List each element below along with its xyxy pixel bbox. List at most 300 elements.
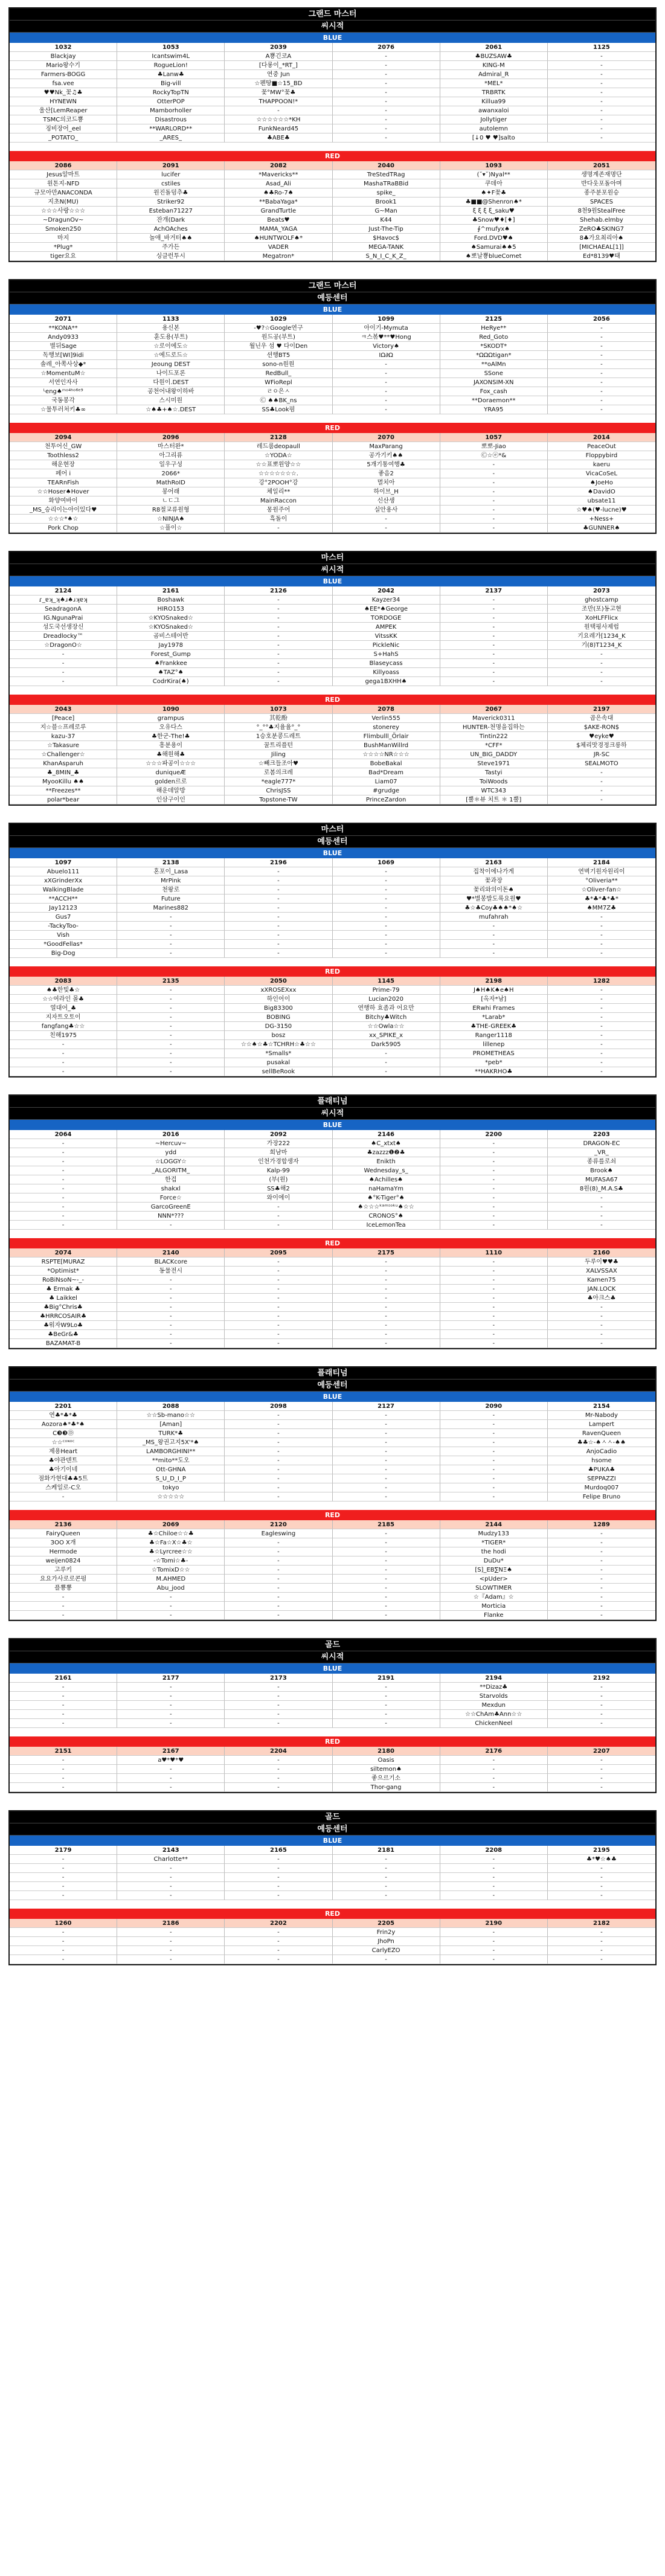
player-cell: - — [548, 1040, 655, 1049]
team-spacer — [10, 958, 655, 966]
player-cell: ☆☆☆☆☆☆☆. — [225, 469, 332, 478]
column-id: 2069 — [117, 1520, 225, 1529]
player-cell: Mario왕수기 — [10, 61, 117, 70]
player-cell: - — [548, 333, 655, 342]
player-cell: - — [225, 1221, 332, 1230]
player-cell: Disastrous — [117, 115, 225, 124]
player-cell: Red_Goto — [440, 333, 548, 342]
player-cell: AMPEK — [333, 623, 440, 632]
player-cell: - — [548, 396, 655, 405]
player-cell: - — [548, 1212, 655, 1221]
player-cell: PeaceOut — [548, 442, 655, 451]
player-cell: ♣ Ermak ♣ — [10, 1285, 117, 1294]
player-cell: _MS_승리이는아이있다♥ — [10, 506, 117, 515]
player-cell: **Dizaz♣ — [440, 1683, 548, 1692]
column-id: 1073 — [225, 705, 332, 714]
player-cell: ghostcamp — [548, 596, 655, 605]
player-cell: hsome — [548, 1456, 655, 1465]
player-cell: 친해1975 — [10, 1031, 117, 1040]
player-cell: - — [10, 659, 117, 668]
red-team-header: RED — [10, 151, 655, 161]
player-cell: ЗОО Х개 — [10, 1538, 117, 1547]
player-cell: Morticia — [440, 1602, 548, 1611]
player-cell: **WARLORD** — [117, 124, 225, 133]
player-cell: ♠♣한빛♣☆ — [10, 986, 117, 995]
column-id: 2176 — [440, 1747, 548, 1756]
player-cell: ☆물투러처키♣∞ — [10, 405, 117, 414]
team-spacer — [10, 414, 655, 423]
player-cell: 아이기-Mymuta — [333, 324, 440, 333]
player-cell: 인천가경합생자 — [225, 1157, 332, 1166]
player-cell: Maverick0311 — [440, 714, 548, 723]
player-cell: 8♣가요최리아♠ — [548, 234, 655, 243]
player-cell: - — [333, 1285, 440, 1294]
player-cell: 해운현장 — [10, 460, 117, 469]
player-cell: - — [10, 668, 117, 677]
player-cell: Kamen75 — [548, 1276, 655, 1285]
player-cell: Boshawk — [117, 596, 225, 605]
player-cell: ♣Lanw♣ — [117, 70, 225, 79]
player-cell: ☆펜땅■☆15_BD — [225, 79, 332, 88]
player-cell: Icantswim4L — [117, 52, 225, 61]
player-cell: - — [548, 1031, 655, 1040]
red-team-header: RED — [10, 423, 655, 433]
player-cell: - — [333, 97, 440, 106]
player-cell: - — [548, 61, 655, 70]
player-cell: - — [440, 1492, 548, 1502]
player-cell: - — [440, 1864, 548, 1873]
red-team-grid — [10, 1747, 655, 1792]
column-id: 1057 — [440, 433, 548, 442]
player-cell: awanxaloi — [440, 106, 548, 115]
player-cell: 반다웃포돌아며 — [548, 179, 655, 188]
player-cell: - — [548, 1004, 655, 1013]
player-cell: Beats♥ — [225, 216, 332, 225]
player-cell: - — [333, 895, 440, 904]
player-cell: - — [333, 1955, 440, 1964]
player-cell: - — [333, 88, 440, 97]
player-cell: pusakal — [225, 1058, 332, 1067]
player-cell: _ARES_ — [117, 133, 225, 143]
player-cell: MAMA_YAGA — [225, 225, 332, 234]
player-cell: ♣☆♣Coy♣♠♠*♠☆ — [440, 904, 548, 913]
player-cell: - — [548, 115, 655, 124]
player-cell: HeRye** — [440, 324, 548, 333]
player-cell: *ΩΩΩtigan* — [440, 351, 548, 360]
player-cell: - — [548, 1303, 655, 1312]
player-cell: - — [225, 1474, 332, 1483]
player-cell: XoHLFFlicx — [548, 614, 655, 623]
player-cell: MEGA-TANK — [333, 243, 440, 252]
player-cell: 월닌우 섬 ♥ 다이Den — [225, 342, 332, 351]
player-cell: Victory♠ — [333, 342, 440, 351]
column-id: 2078 — [333, 705, 440, 714]
player-cell: - — [440, 1465, 548, 1474]
column-id: 2181 — [333, 1846, 440, 1855]
player-cell: - — [548, 1937, 655, 1946]
player-cell: - — [440, 1267, 548, 1276]
player-cell: RockyTopTN — [117, 88, 225, 97]
player-cell: - — [10, 1203, 117, 1212]
player-cell: 마스터완* — [117, 442, 225, 451]
player-cell: LAMBORGHINI** — [117, 1447, 225, 1456]
player-cell: Pork Chop — [10, 524, 117, 533]
player-cell: - — [440, 1321, 548, 1330]
column-id: 2197 — [548, 705, 655, 714]
player-cell: - — [333, 904, 440, 913]
column-id: 2071 — [10, 315, 117, 324]
player-cell: - — [225, 1556, 332, 1566]
player-cell: - — [10, 1221, 117, 1230]
player-cell: ㄹㅇ은ㅅ — [225, 387, 332, 396]
player-cell: Ⓒ☆ⓔ*& — [440, 451, 548, 460]
player-cell: 좋으르기소 — [333, 1774, 440, 1783]
player-cell: - — [333, 940, 440, 949]
player-cell: - — [548, 124, 655, 133]
player-cell: Smoken250 — [10, 225, 117, 234]
player-cell: - — [440, 487, 548, 496]
player-cell: - — [10, 1611, 117, 1620]
player-cell: Brook♠ — [548, 1166, 655, 1175]
blue-team-header: BLUE — [10, 33, 655, 43]
player-cell: ɾ_ɐʞ_ʞ♠ɹ♠ɹʞɐʞ — [10, 596, 117, 605]
player-cell: - — [225, 1538, 332, 1547]
player-cell: - — [548, 1584, 655, 1593]
player-cell: ♥♥Nk_꽃♫♣ — [10, 88, 117, 97]
player-cell: Farmers-BOGG — [10, 70, 117, 79]
player-cell: - — [225, 867, 332, 876]
player-cell: 생명계존재명단 — [548, 170, 655, 179]
player-cell: 쿠데아 — [440, 179, 548, 188]
player-cell: ξ ξ ξ ξ_saku♥ — [440, 207, 548, 216]
player-cell: 훈도용(부트) — [117, 333, 225, 342]
column-id: 2137 — [440, 586, 548, 596]
player-cell: SSone — [440, 369, 548, 378]
blue-team-grid — [10, 1402, 655, 1502]
player-cell: VitssKK — [333, 632, 440, 641]
player-cell: 강°2POOH°강 — [225, 478, 332, 487]
player-cell: - — [333, 1339, 440, 1348]
player-cell: - — [225, 1330, 332, 1339]
column-id: 2126 — [225, 586, 332, 596]
player-cell: Mr-Nabody — [548, 1411, 655, 1420]
column-id: 2070 — [333, 433, 440, 442]
player-cell: - — [440, 614, 548, 623]
player-cell: - — [225, 1710, 332, 1719]
player-cell: - — [333, 1566, 440, 1575]
player-cell: - — [548, 949, 655, 958]
player-cell: - — [333, 1701, 440, 1710]
player-cell: - — [225, 1946, 332, 1955]
player-cell: - — [333, 1575, 440, 1584]
player-cell: -☆Tomi☆♣- — [117, 1556, 225, 1566]
column-id: 2205 — [333, 1919, 440, 1928]
player-cell: kaeru — [548, 460, 655, 469]
column-id: 2043 — [10, 705, 117, 714]
player-cell: - — [225, 614, 332, 623]
player-cell: - — [333, 1584, 440, 1593]
player-cell: ubsate11 — [548, 496, 655, 506]
player-cell: *Mavericks** — [225, 170, 332, 179]
player-cell: - — [225, 677, 332, 686]
player-cell: Eagleswing — [225, 1529, 332, 1538]
player-cell: - — [548, 995, 655, 1004]
player-cell: - — [548, 1575, 655, 1584]
player-cell: - — [333, 1719, 440, 1728]
player-cell: - — [440, 1139, 548, 1148]
player-cell: M.AHMED — [117, 1575, 225, 1584]
player-cell: - — [548, 1683, 655, 1692]
column-id: 1145 — [333, 977, 440, 986]
player-cell: - — [548, 1719, 655, 1728]
player-cell: - — [117, 1593, 225, 1602]
player-cell: 요요가사로로콘펌 — [10, 1575, 117, 1584]
player-cell: - — [10, 1058, 117, 1067]
player-cell: - — [10, 677, 117, 686]
player-cell: Abuelo111 — [10, 867, 117, 876]
player-cell: **Freezes** — [10, 786, 117, 795]
column-id: 2182 — [548, 1919, 655, 1928]
player-cell: 다원이.DEST — [117, 378, 225, 387]
player-cell: ♣PUKA♣ — [548, 1465, 655, 1474]
column-id: 2127 — [333, 1402, 440, 1411]
player-cell: - — [225, 632, 332, 641]
player-cell: - — [440, 922, 548, 931]
player-cell: - — [548, 1049, 655, 1058]
player-cell: ♣ Laikkel — [10, 1294, 117, 1303]
player-cell: autolemn — [440, 124, 548, 133]
player-cell: - — [10, 1175, 117, 1184]
player-cell: ♥eyke♥ — [548, 732, 655, 741]
player-cell: - — [333, 1593, 440, 1602]
player-cell: 연행하 효좀과 어요만 — [333, 1004, 440, 1013]
red-team-grid — [10, 977, 655, 1076]
player-cell: - — [117, 1004, 225, 1013]
player-cell: AchOAches — [117, 225, 225, 234]
player-cell: - — [548, 79, 655, 88]
player-cell: **ACCH** — [10, 895, 117, 904]
player-cell: - — [10, 1593, 117, 1602]
player-cell: - — [117, 1783, 225, 1792]
player-cell: - — [333, 1683, 440, 1692]
player-cell: - — [10, 650, 117, 659]
player-cell: 독행보[WI]9idi — [10, 351, 117, 360]
player-cell: - — [117, 931, 225, 940]
player-cell: - — [548, 351, 655, 360]
column-id: 1032 — [10, 43, 117, 52]
player-cell: - — [548, 1330, 655, 1339]
player-cell: BushManWillrd — [333, 741, 440, 750]
player-cell: - — [440, 506, 548, 515]
player-cell: Ⓒ ♠♠BK_ns — [225, 396, 332, 405]
player-cell: BobeBakal — [333, 759, 440, 768]
column-id: 2203 — [548, 1130, 655, 1139]
player-cell: - — [225, 106, 332, 115]
player-cell: a♥*♥*♥ — [117, 1756, 225, 1765]
player-cell: HIRO153 — [117, 605, 225, 614]
column-id: 2061 — [440, 43, 548, 52]
column-id: 1110 — [440, 1248, 548, 1257]
player-cell: sellBeRook — [225, 1067, 332, 1076]
player-cell: 로봄의크레 — [225, 768, 332, 777]
player-cell: Enikth — [333, 1157, 440, 1166]
player-cell: - — [440, 1447, 548, 1456]
player-cell: HYNEWN — [10, 97, 117, 106]
player-cell: ♣*♥☆♠♣ — [548, 1855, 655, 1864]
player-cell: S_N_I_C_K_Z_ — [333, 252, 440, 261]
player-cell: MaxParang — [333, 442, 440, 451]
player-cell: 스시미원 — [117, 396, 225, 405]
player-cell: +Ness+ — [548, 515, 655, 524]
player-cell: #grudge — [333, 786, 440, 795]
player-cell: - — [333, 1529, 440, 1538]
player-cell: xx_SPIKE_x — [333, 1031, 440, 1040]
player-cell: 연중 Jun — [225, 70, 332, 79]
player-cell: - — [548, 913, 655, 922]
column-id: 2204 — [225, 1747, 332, 1756]
player-cell: - — [225, 1465, 332, 1474]
player-cell: ☆☆☆파공이☆☆☆ — [117, 759, 225, 768]
column-id: 1053 — [117, 43, 225, 52]
player-cell: - — [10, 1882, 117, 1891]
player-cell: ☆NINJA♠ — [117, 515, 225, 524]
player-cell: - — [333, 1303, 440, 1312]
team-spacer — [10, 143, 655, 151]
player-cell: - — [548, 1955, 655, 1964]
player-cell: ♣워자W9Lo♣ — [10, 1321, 117, 1330]
rank-section — [8, 1366, 657, 1621]
player-cell: - — [10, 1710, 117, 1719]
player-cell: ☆☆Hoser♠Hover — [10, 487, 117, 496]
player-cell: - — [333, 1420, 440, 1429]
player-cell: ☆YODA☆ — [225, 451, 332, 460]
player-cell: *Plug* — [10, 243, 117, 252]
player-cell: 희남마 — [225, 1148, 332, 1157]
player-cell: Flimbulll_Örlair — [333, 732, 440, 741]
player-cell: - — [225, 1303, 332, 1312]
player-cell: *peb* — [440, 1058, 548, 1067]
player-cell: VADER — [225, 243, 332, 252]
player-cell: - — [225, 949, 332, 958]
column-id: 2161 — [117, 586, 225, 596]
player-cell: - — [10, 1067, 117, 1076]
player-cell: - — [548, 986, 655, 995]
player-cell: - — [333, 115, 440, 124]
rank-section — [8, 1094, 657, 1349]
player-cell: ♣HRRCOSAIR♣ — [10, 1312, 117, 1321]
player-cell: - — [225, 931, 332, 940]
player-cell: - — [117, 1013, 225, 1022]
player-cell: 조만(포)동고현 — [548, 605, 655, 614]
player-cell: ☆DragonO☆ — [10, 641, 117, 650]
player-cell: ♣☆Chiloe☆☆♣ — [117, 1529, 225, 1538]
blue-team-grid — [10, 1130, 655, 1230]
player-cell: <pUder> — [440, 1575, 548, 1584]
player-cell: - — [225, 1429, 332, 1438]
column-id: 2185 — [333, 1520, 440, 1529]
rank-section — [8, 551, 657, 806]
player-cell: - — [225, 1955, 332, 1964]
player-cell: 원톤지-NFD — [10, 179, 117, 188]
player-cell: ♣해원해♣ — [117, 750, 225, 759]
player-cell: 연벽기원자원리이 — [548, 867, 655, 876]
player-cell: - — [548, 1193, 655, 1203]
player-cell: ♣GUNNER♠ — [548, 524, 655, 533]
player-cell: ☆빼크들조아♥ — [225, 759, 332, 768]
rank-section — [8, 279, 657, 534]
player-cell: - — [117, 1683, 225, 1692]
player-cell: - — [225, 940, 332, 949]
player-cell: - — [10, 1184, 117, 1193]
player-cell: RedBull_ — [225, 369, 332, 378]
player-cell: - — [117, 1701, 225, 1710]
player-cell: - — [117, 1276, 225, 1285]
player-cell: - — [548, 1566, 655, 1575]
player-cell: Flanke — [440, 1611, 548, 1620]
player-cell: sono-n원원 — [225, 360, 332, 369]
column-id: 2190 — [440, 1919, 548, 1928]
player-cell: - — [548, 342, 655, 351]
player-cell: - — [333, 396, 440, 405]
player-cell: - — [548, 70, 655, 79]
player-cell: 션행BT5 — [225, 351, 332, 360]
player-cell: Charlotte** — [117, 1855, 225, 1864]
player-cell: - — [333, 1692, 440, 1701]
column-id: 2083 — [10, 977, 117, 986]
player-cell: - — [117, 1882, 225, 1891]
player-cell: - — [10, 1855, 117, 1864]
player-cell: TRBRTK — [440, 88, 548, 97]
player-cell: - — [548, 88, 655, 97]
player-cell: - — [333, 1538, 440, 1547]
player-cell: - — [117, 1058, 225, 1067]
player-cell: ~DragunOv~ — [10, 216, 117, 225]
column-id: 1099 — [333, 315, 440, 324]
player-cell: 하이브_H — [333, 487, 440, 496]
column-id: 2014 — [548, 433, 655, 442]
player-cell: Jay12123 — [10, 904, 117, 913]
rank-section — [8, 823, 657, 1078]
player-cell: 꽃과장 — [440, 876, 548, 885]
section-subtitle: 예등센터 — [10, 836, 655, 848]
player-cell: Mamborholler — [117, 106, 225, 115]
player-cell: Ed*8139♥태 — [548, 252, 655, 261]
player-cell: 其乾酚 — [225, 714, 332, 723]
player-cell: - — [117, 1710, 225, 1719]
player-cell: cstiles — [117, 179, 225, 188]
player-cell: the hodi — [440, 1547, 548, 1556]
player-cell: - — [225, 1438, 332, 1447]
player-cell: - — [440, 1203, 548, 1212]
player-cell: **oAlMn — [440, 360, 548, 369]
player-cell: - — [440, 1855, 548, 1864]
player-cell: - — [225, 885, 332, 895]
player-cell: 규모아만ANACONDA — [10, 188, 117, 198]
player-cell: JhoPn — [333, 1937, 440, 1946]
player-cell: 혼포이_Lasa — [117, 867, 225, 876]
player-cell: - — [548, 1783, 655, 1792]
player-cell: - — [333, 1474, 440, 1483]
player-cell: 싱클런투시 — [117, 252, 225, 261]
player-cell: RoBiNsoN~-_- — [10, 1276, 117, 1285]
player-cell: *Larab* — [440, 1013, 548, 1022]
column-id: 1069 — [333, 858, 440, 867]
player-cell: - — [117, 1049, 225, 1058]
column-id: 2143 — [117, 1846, 225, 1855]
player-cell: - — [10, 1701, 117, 1710]
player-cell: ♠C_xtxt♠ — [333, 1139, 440, 1148]
player-cell: - — [440, 1294, 548, 1303]
